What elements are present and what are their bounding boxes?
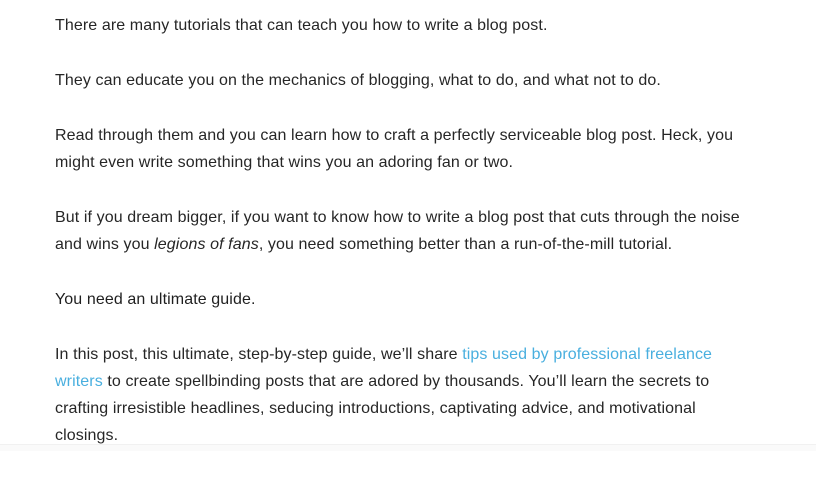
- inline-link[interactable]: tips used by professional freelance: [462, 346, 713, 363]
- text-run: and wins you: [55, 236, 155, 253]
- article-body: [55, 12, 795, 477]
- paragraph: [55, 286, 795, 313]
- paragraph: [55, 67, 795, 94]
- inline-link[interactable]: writers: [55, 373, 103, 390]
- text-run: crafting irresistible headlines, seducing introductions, captivating advice, and motivational: [55, 400, 696, 417]
- next-section-edge: [0, 444, 816, 451]
- text-line: [55, 368, 795, 395]
- italic-text-run: legions of fans: [154, 236, 259, 253]
- text-line: [55, 149, 795, 176]
- text-line: [55, 204, 795, 231]
- text-line: [55, 286, 795, 313]
- text-run: might even write something that wins you an adoring fan or two.: [55, 154, 514, 171]
- paragraph: [55, 341, 795, 449]
- text-run: You need an ultimate guide.: [55, 291, 256, 308]
- text-line: [55, 231, 795, 258]
- text-line: [55, 12, 795, 39]
- text-run: , you need something better than a run-of-the-mill tutorial.: [258, 236, 673, 253]
- paragraph: [55, 122, 795, 176]
- text-run: to create spellbinding posts that are adored by thousands. You’ll learn the secrets to: [102, 373, 710, 390]
- text-line: [55, 67, 795, 94]
- text-run: In this post, this ultimate, step-by-step guide, we’ll share: [55, 346, 463, 363]
- paragraph: [55, 204, 795, 258]
- text-line: [55, 395, 795, 422]
- text-run: closings.: [55, 427, 119, 444]
- text-run: But if you dream bigger, if you want to know how to write a blog post that cuts through the noise: [55, 209, 740, 226]
- text-run: There are many tutorials that can teach you how to write a blog post.: [55, 17, 548, 34]
- paragraph: [55, 12, 795, 39]
- text-line: [55, 341, 795, 368]
- text-line: [55, 122, 795, 149]
- text-run: Read through them and you can learn how to craft a perfectly serviceable blog post. Heck, you: [55, 127, 734, 144]
- text-run: They can educate you on the mechanics of blogging, what to do, and what not to do.: [55, 72, 661, 89]
